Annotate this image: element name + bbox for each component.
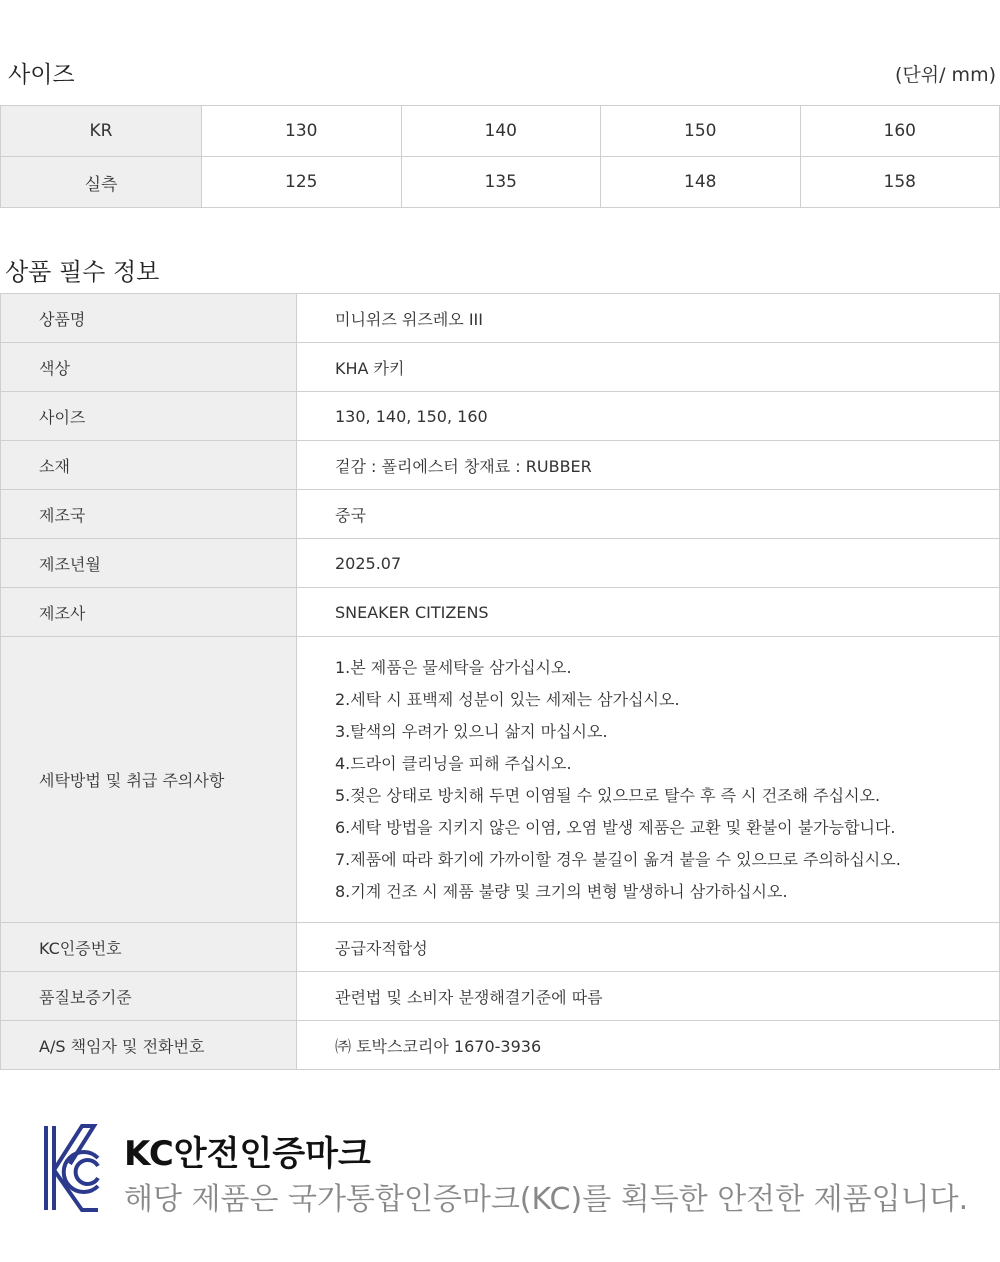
care-item: 3.탈색의 우려가 있으니 삶지 마십시오. — [335, 721, 608, 741]
kc-description: 해당 제품은 국가통합인증마크(KC)를 획득한 안전한 제품입니다. — [124, 1182, 969, 1217]
info-value: KHA 카키 — [297, 343, 1000, 392]
info-label: 제조년월 — [1, 539, 297, 588]
info-value: SNEAKER CITIZENS — [297, 588, 1000, 637]
info-row-care — [1, 637, 1000, 923]
info-row — [1, 1021, 1000, 1070]
care-item: 6.세탁 방법을 지키지 않은 이염, 오염 발생 제품은 교환 및 환불이 불가능합니다. — [335, 817, 896, 837]
size-title: 사이즈 — [8, 62, 75, 88]
info-row — [1, 539, 1000, 588]
info-label: 제조사 — [1, 588, 297, 637]
info-row — [1, 343, 1000, 392]
care-item: 1.본 제품은 물세탁을 삼가십시오. — [335, 657, 572, 677]
size-cell: 125 — [202, 157, 402, 208]
info-row — [1, 441, 1000, 490]
info-table — [0, 293, 1000, 1070]
size-row-label: 실측 — [1, 157, 202, 208]
info-label: 상품명 — [1, 294, 297, 343]
size-row-kr — [1, 106, 1000, 157]
care-item: 4.드라이 클리닝을 피해 주십시오. — [335, 753, 572, 773]
info-value: 130, 140, 150, 160 — [297, 392, 1000, 441]
info-value: 중국 — [297, 490, 1000, 539]
info-row — [1, 923, 1000, 972]
info-label: 제조국 — [1, 490, 297, 539]
size-table — [0, 105, 1000, 208]
info-value: 미니위즈 위즈레오 III — [297, 294, 1000, 343]
info-label: A/S 책임자 및 전화번호 — [1, 1021, 297, 1070]
kc-mark-icon — [42, 1124, 100, 1212]
info-row — [1, 490, 1000, 539]
info-row — [1, 972, 1000, 1021]
kc-certification — [42, 1122, 1000, 1222]
care-item: 7.제품에 따라 화기에 가까이할 경우 불길이 옮겨 붙을 수 있으므로 주의하십시오. — [335, 849, 901, 869]
info-label: 사이즈 — [1, 392, 297, 441]
info-value: ㈜ 토박스코리아 1670-3936 — [297, 1021, 1000, 1070]
size-cell: 150 — [601, 106, 801, 157]
kc-title: KC안전인증마크 — [124, 1134, 371, 1174]
size-cell: 140 — [401, 106, 601, 157]
size-unit: (단위/ mm) — [895, 64, 996, 86]
info-row — [1, 294, 1000, 343]
info-value: 겉감 : 폴리에스터 창재료 : RUBBER — [297, 441, 1000, 490]
care-item: 5.젖은 상태로 방치해 두면 이염될 수 있으므로 탈수 후 즉 시 건조해 주십시오. — [335, 785, 881, 805]
info-value: 관련법 및 소비자 분쟁해결기준에 따름 — [297, 972, 1000, 1021]
info-title: 상품 필수 정보 — [5, 258, 160, 286]
size-row-measured — [1, 157, 1000, 208]
size-cell: 158 — [800, 157, 1000, 208]
info-row — [1, 392, 1000, 441]
info-value: 공급자적합성 — [297, 923, 1000, 972]
info-value: 2025.07 — [297, 539, 1000, 588]
info-label: 품질보증기준 — [1, 972, 297, 1021]
care-item: 8.기계 건조 시 제품 불량 및 크기의 변형 발생하니 삼가하십시오. — [335, 881, 788, 901]
size-row-label: KR — [1, 106, 202, 157]
size-cell: 135 — [401, 157, 601, 208]
info-label: KC인증번호 — [1, 923, 297, 972]
info-label: 세탁방법 및 취급 주의사항 — [1, 637, 297, 923]
size-header — [0, 52, 1000, 92]
care-instructions — [297, 637, 1000, 923]
size-cell: 148 — [601, 157, 801, 208]
info-label: 색상 — [1, 343, 297, 392]
care-item: 2.세탁 시 표백제 성분이 있는 세제는 삼가십시오. — [335, 689, 680, 709]
info-label: 소재 — [1, 441, 297, 490]
size-cell: 160 — [800, 106, 1000, 157]
size-cell: 130 — [202, 106, 402, 157]
care-list — [335, 652, 999, 908]
info-row — [1, 588, 1000, 637]
